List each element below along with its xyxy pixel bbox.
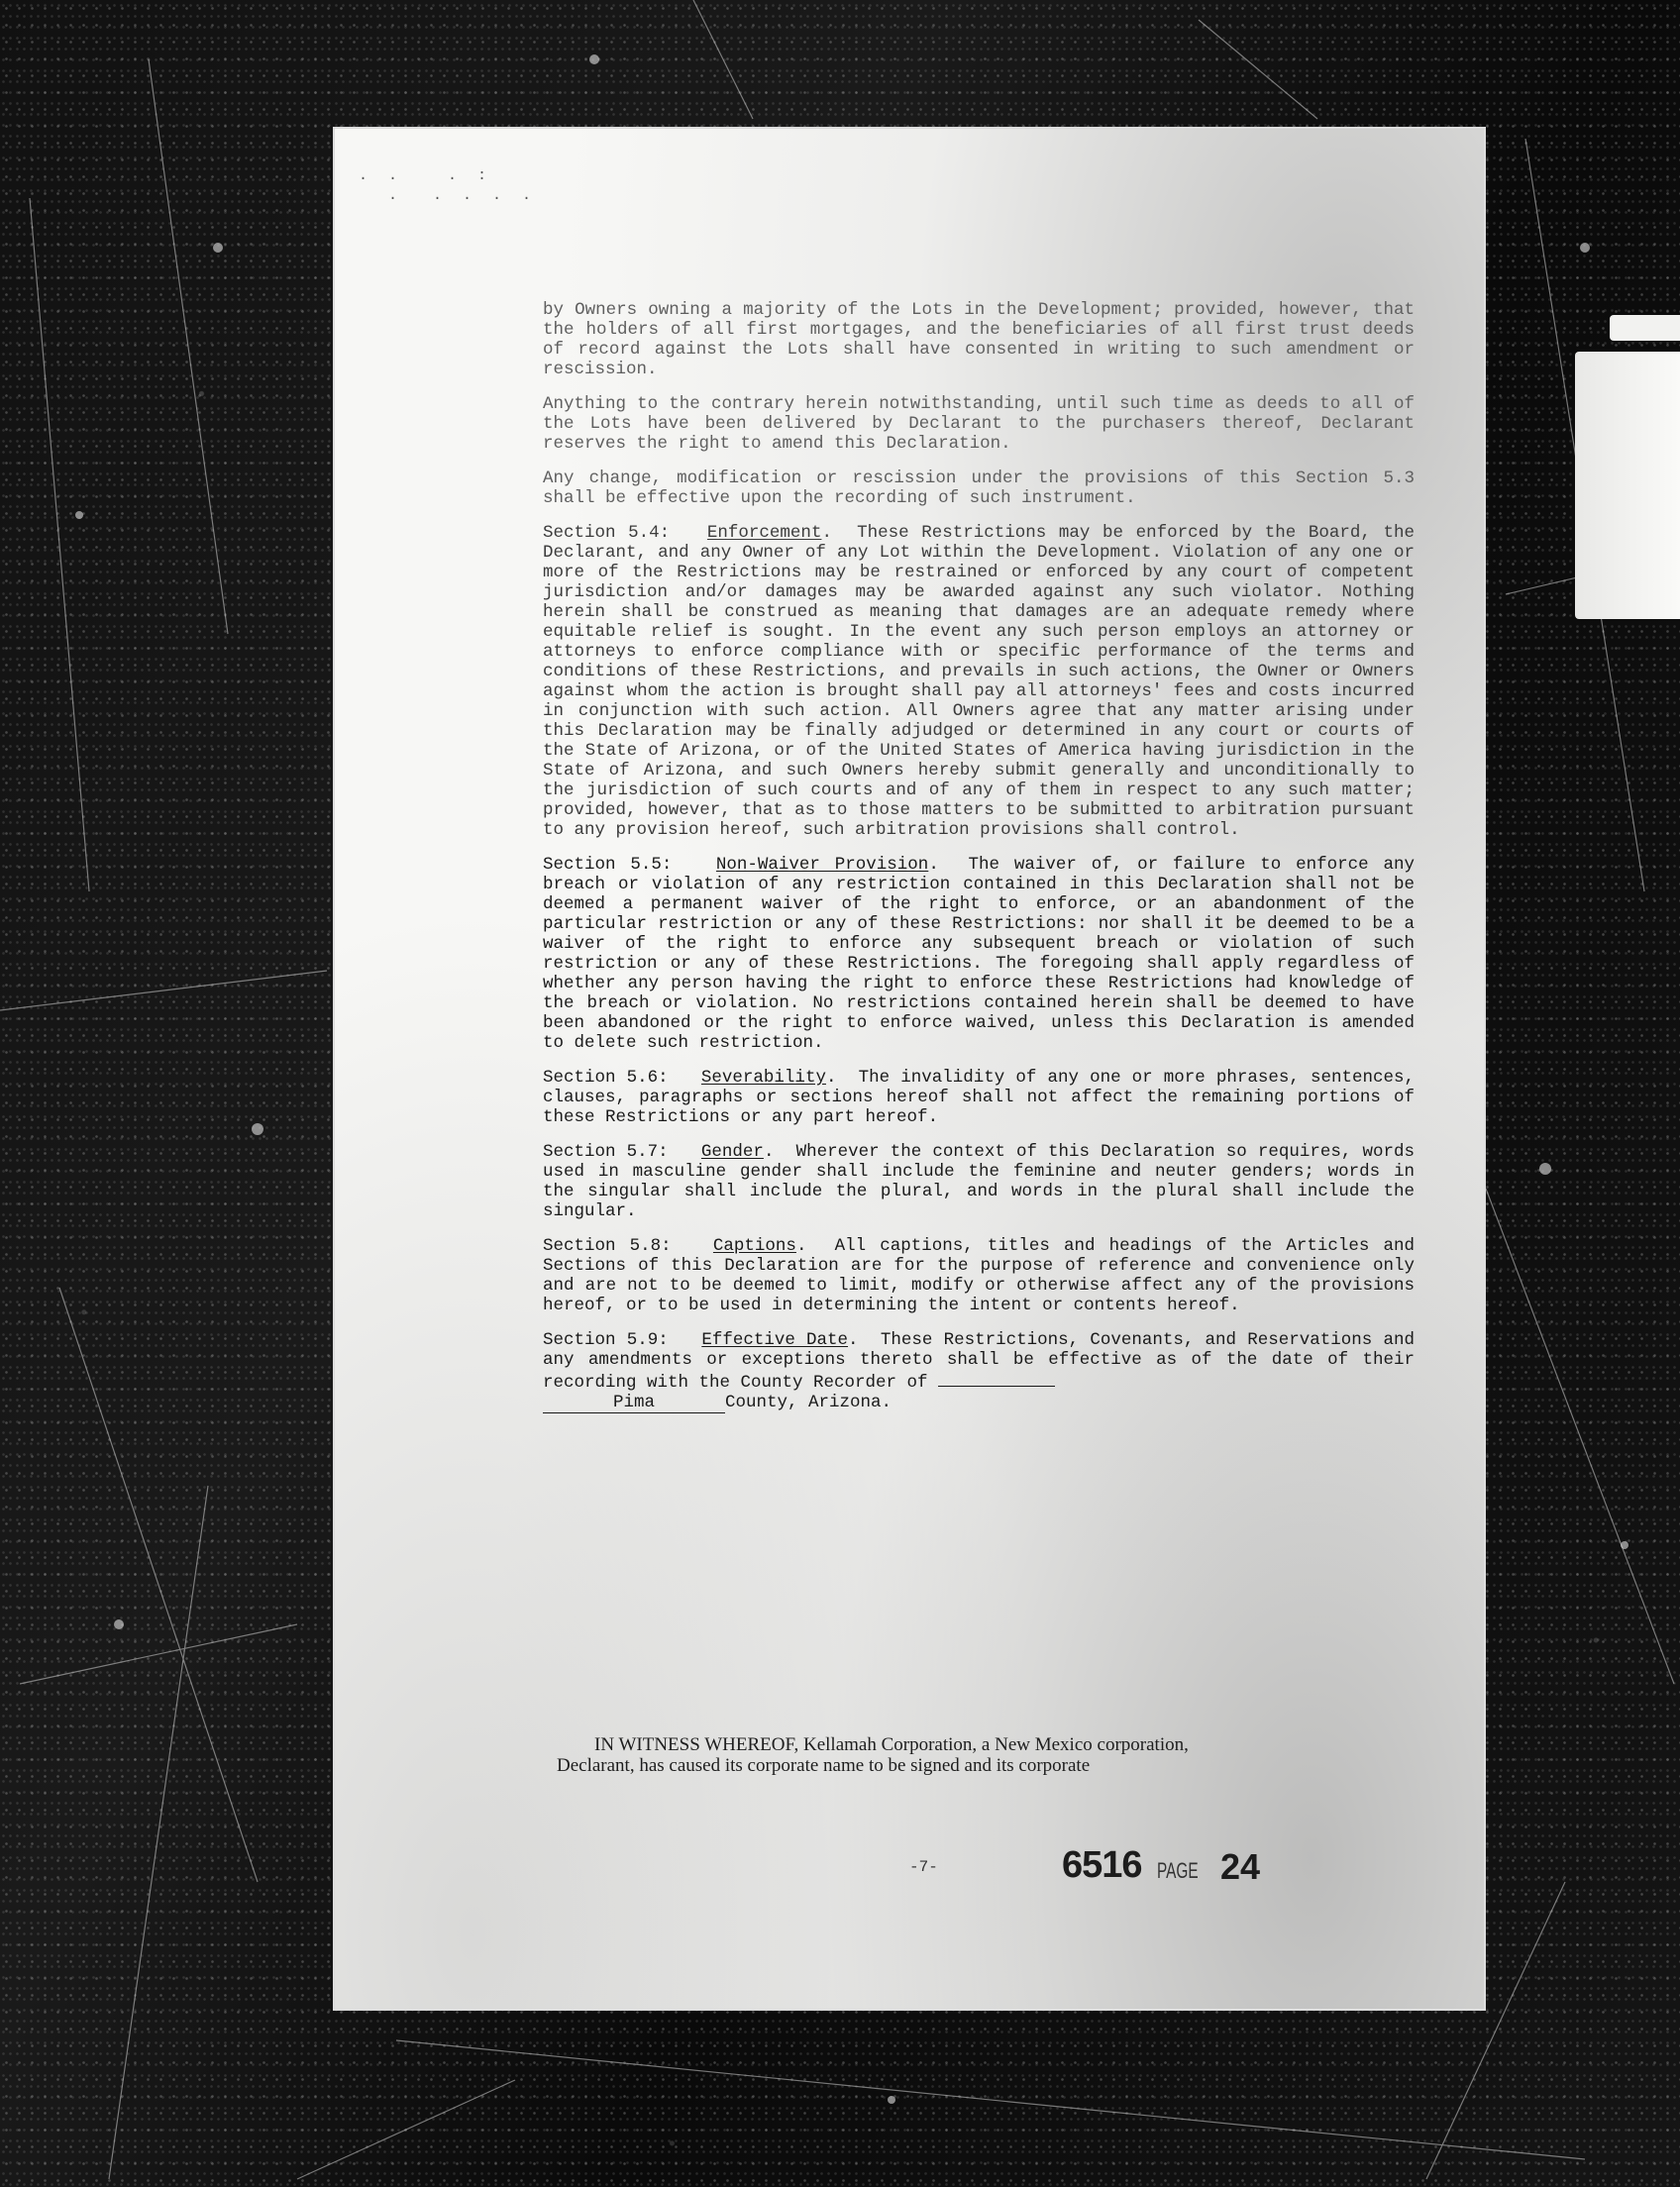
section-heading: Enforcement bbox=[706, 523, 822, 543]
section-number: Section 5.9: bbox=[543, 1330, 669, 1350]
section-5-7: Section 5.7: Gender. Wherever the context of this Declaration so requires, words used in masculine gender shall include the feminine and neuter genders; words in the singular shall include the plural, and words in the plural shall include the singular. bbox=[543, 1142, 1415, 1221]
witness-line-1: IN WITNESS WHEREOF, Kellamah Corporation, a New Mexico corporation, bbox=[594, 1734, 1189, 1755]
page-number: -7- bbox=[909, 1858, 938, 1876]
section-heading: Gender bbox=[700, 1142, 764, 1162]
section-number: Section 5.7: bbox=[543, 1142, 669, 1162]
paragraph-declarant-amend: Anything to the contrary herein notwithstanding, until such time as deeds to all of the Lots have been delivered by Declarant to the purchasers thereof, Declarant reserves the right to amend this Declaration. bbox=[543, 394, 1415, 454]
book-number: 6516 bbox=[1062, 1844, 1142, 1886]
section-heading: Effective Date bbox=[701, 1330, 849, 1350]
section-number: Section 5.4: bbox=[543, 523, 671, 543]
section-5-5: Section 5.5: Non-Waiver Provision. The waiver of, or failure to enforce any breach or violation of any restriction contained in this Declaration shall not be deemed a permanent waiver of the right to enforce, or an abandonment of the particular restriction or any of these Restrictions: nor shall it be deemed to be a waiver of the right to enforce any subsequent breach or violation of such restriction or any of these Restrictions. The foregoing shall apply regardless of whether any person having the right to enforce these Restrictions had knowledge of the breach or violation. No restrictions contained herein shall be deemed to have been abandoned or the right to enforce waived, unless this Declaration is amended to delete such restriction. bbox=[543, 855, 1415, 1053]
section-5-9: Section 5.9: Effective Date. These Restrictions, Covenants, and Reservations and any amendments or exceptions thereto shall be effective as of the date of their recording with the County Recorder of Pima County, Arizona. bbox=[543, 1330, 1415, 1412]
page-tab bbox=[1575, 352, 1680, 619]
section-heading: Non-Waiver Provision bbox=[715, 855, 929, 875]
section-number: Section 5.5: bbox=[543, 855, 673, 875]
section-heading: Captions bbox=[712, 1236, 796, 1256]
section-text: All captions, titles and headings of the Articles and Sections of this Declaration are for the purpose of reference and convenience only and are not to be deemed to limit, modify or otherwise affect any of the provisions hereof, or to be used in determining the intent or contents hereof. bbox=[543, 1236, 1415, 1315]
document-body bbox=[543, 300, 1415, 1428]
page-tab-upper bbox=[1610, 315, 1680, 341]
section-5-8: Section 5.8: Captions. All captions, titles and headings of the Articles and Sections of this Declaration are for the purpose of reference and convenience only and are not to be deemed to limit, modify or otherwise affect any of the provisions hereof, or to be used in determining the intent or contents hereof. bbox=[543, 1236, 1415, 1315]
paragraph-change-effective: Any change, modification or rescission under the provisions of this Section 5.3 shall be effective upon the recording of such instrument. bbox=[543, 469, 1415, 508]
blank-line bbox=[938, 1370, 1055, 1387]
book-page-number: 24 bbox=[1220, 1846, 1261, 1887]
section-5-6: Section 5.6: Severability. The invalidity of any one or more phrases, sentences, clauses, paragraphs or sections hereof shall not affect the remaining portions of these Restrictions or any part hereof. bbox=[543, 1068, 1415, 1127]
book-page-label: PAGE bbox=[1157, 1858, 1199, 1883]
witness-clause bbox=[557, 1734, 1369, 1776]
witness-line-2: Declarant, has caused its corporate name to be signed and its corporate bbox=[557, 1755, 1091, 1776]
section-number: Section 5.8: bbox=[543, 1236, 672, 1256]
section-5-4: Section 5.4: Enforcement. These Restrictions may be enforced by the Board, the Declarant, and any Owner of any Lot within the Development. Violation of any one or more of the Restrictions may be restrained or enforced by any court of competent jurisdiction and/or damages may be awarded against any such violator. Nothing herein shall be construed as meaning that damages are an adequate remedy where equitable relief is sought. In the event any such person employs an attorney or attorneys to enforce compliance with or specific performance of the terms and conditions of these Restrictions, and prevails in such actions, the Owner or Owners against whom the action is brought shall pay all attorneys' fees and costs incurred in conjunction with such action. All Owners agree that any matter arising under this Declaration may be finally adjudged or determined in any court or courts of the State of Arizona, or of the United States of America having jurisdiction in the State of Arizona, and such Owners hereby submit generally and unconditionally to the jurisdiction of such courts and of any of them in respect to any such matter; provided, however, that as to those matters to be submitted to arbitration pursuant to any provision hereof, such arbitration provisions shall control. bbox=[543, 523, 1415, 840]
section-number: Section 5.6: bbox=[543, 1068, 669, 1088]
section-text: These Restrictions may be enforced by the Board, the Declarant, and any Owner of any Lot within the Development. Violation of any one or more of the Restrictions may be restrained or enforced by any court of competent jurisdiction and/or damages may be awarded against any such violator. Nothing herein shall be construed as meaning that damages are an adequate remedy where equitable relief is sought. In the event any such person employs an attorney or attorneys to enforce compliance with or specific performance of the terms and conditions of these Restrictions, and prevails in such actions, the Owner or Owners against whom the action is brought shall pay all attorneys' fees and costs incurred in conjunction with such action. All Owners agree that any matter arising under this Declaration may be finally adjudged or determined in any court or courts of the State of Arizona, or of the United States of America having jurisdiction in the State of Arizona, and such Owners hereby submit generally and unconditionally to the jurisdiction of such courts and of any of them in respect to any such matter; provided, however, that as to those matters to be submitted to arbitration pursuant to any provision hereof, such arbitration provisions shall control. bbox=[543, 523, 1415, 840]
section-heading: Severability bbox=[700, 1068, 826, 1088]
section-text: The waiver of, or failure to enforce any breach or violation of any restriction contained in this Declaration shall not be deemed a permanent waiver of the right to enforce, or an abandonment of the particular restriction or any of these Restrictions: nor shall it be deemed to be a waiver of the right to enforce any subsequent breach or violation of such restriction or any of these Restrictions. The foregoing shall apply regardless of whether any person having the right to enforce these Restrictions had knowledge of the breach or violation. No restrictions contained herein shall be deemed to have been abandoned or the right to enforce waived, unless this Declaration is amended to delete such restriction. bbox=[543, 855, 1415, 1053]
corner-marks: . . . : . . . . . bbox=[359, 167, 538, 204]
county-suffix: County, Arizona. bbox=[725, 1393, 892, 1412]
section-text: Wherever the context of this Declaration so requires, words used in masculine gender shall include the feminine and neuter genders; words in the singular shall include the plural, and words in the plural shall include the singular. bbox=[543, 1142, 1415, 1221]
section-text: These Restrictions, Covenants, and Reservations and any amendments or exceptions thereto shall be effective as of the date of their recording with the County Recorder of bbox=[543, 1330, 1415, 1393]
paragraph-amendment-owners: by Owners owning a majority of the Lots in the Development; provided, however, that the holders of all first mortgages, and the beneficiaries of all first trust deeds of record against the Lots shall have consented in writing to such amendment or rescission. bbox=[543, 300, 1415, 379]
section-text: The invalidity of any one or more phrases, sentences, clauses, paragraphs or sections hereof shall not affect the remaining portions of these Restrictions or any part hereof. bbox=[543, 1068, 1415, 1127]
county-name: Pima bbox=[543, 1393, 725, 1413]
